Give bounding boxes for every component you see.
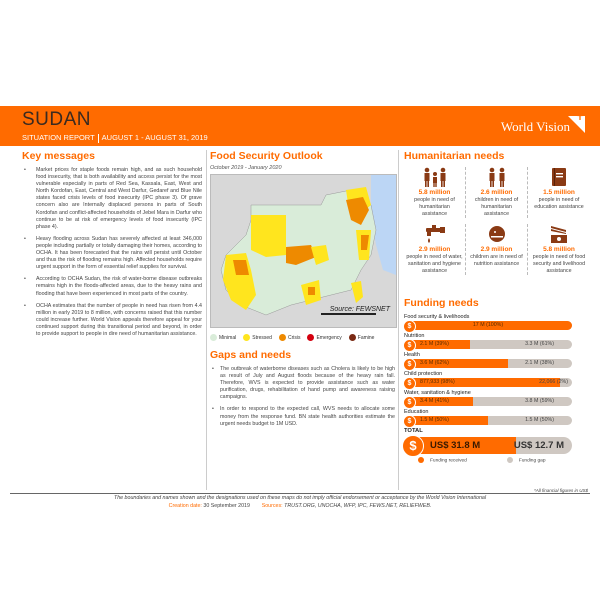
humanitarian-needs-section <box>404 150 590 275</box>
need-value: 2.6 million <box>480 189 513 196</box>
funding-gap-value: 2.1 M (38%) <box>525 360 554 366</box>
funding-row-health <box>404 352 590 368</box>
funding-bar <box>404 416 572 425</box>
column-divider <box>398 150 399 490</box>
need-value: 1.5 million <box>543 189 575 196</box>
humanitarian-needs-title: Humanitarian needs <box>404 150 505 162</box>
country-title: SUDAN <box>22 109 92 130</box>
funding-bar <box>404 321 572 330</box>
gaps-needs-section <box>210 349 395 433</box>
need-value: 5.8 million <box>418 189 451 196</box>
funding-bar <box>404 378 572 387</box>
sources-list: TRUST.ORG, UNOCHA, WFP, IPC, FEWS.NET, RELIEFWEB. <box>284 502 432 509</box>
need-desc: people in need of food security and livelihood assistance <box>532 254 586 274</box>
dollar-coin-icon: $ <box>403 358 416 371</box>
key-message-item: • OCHA estimates that the number of people in need has risen from 4.4 million in early 2019 to 8 million, with concerns raised that this number could increase further. World Vision appeals therefore appeal for your continued support during this transitional period and beyond, in order to provide support to people in dire need of humanitarian assistance. <box>22 303 202 338</box>
legend-label: Stressed <box>252 334 272 341</box>
funding-total-label: TOTAL <box>404 428 423 434</box>
received-swatch-icon <box>418 457 424 463</box>
funding-needs-section <box>404 297 590 463</box>
footer-rule <box>10 493 590 494</box>
report-subtitle <box>22 133 208 143</box>
footer-meta <box>0 503 600 511</box>
brand-name: World Vision <box>500 119 570 134</box>
legend-received <box>418 457 467 463</box>
legend-label: Funding gap <box>518 458 546 464</box>
creation-date: 30 September 2019 <box>203 502 250 509</box>
need-stat <box>466 167 528 218</box>
need-desc: children in need of humanitarian assistance <box>474 197 519 217</box>
key-messages-title: Key messages <box>22 150 95 162</box>
need-stat <box>528 224 590 275</box>
legend-item-minimal <box>210 334 236 341</box>
funding-bar <box>404 397 572 406</box>
minimal-swatch-icon <box>210 334 217 341</box>
stressed-swatch-icon <box>243 334 250 341</box>
child-nutrition-icon <box>468 224 525 244</box>
funding-row-label: Child protection <box>404 371 443 377</box>
disclaimer: The boundaries and names shown and the designations used on these maps do not imply official endorsement or acceptance by the World Vision International <box>113 495 487 501</box>
funding-received-value: 877,933 (98%) <box>420 379 455 385</box>
food-security-section <box>210 150 395 341</box>
currency-note: *All financial figures in US$ <box>533 488 588 493</box>
funding-bar <box>404 359 572 368</box>
funding-row-label: Food security & livelihoods <box>404 314 470 320</box>
funding-needs-title: Funding needs <box>404 297 479 309</box>
gap-item: • In order to respond to the expected call, WVS needs to allocate some money from the response fund. BN state health authorities estimate the urgent needs budget to 1M USD. <box>210 406 395 427</box>
legend-label: Funding received <box>430 458 467 464</box>
need-desc: people in need of education assistance <box>534 197 584 210</box>
need-value: 2.9 million <box>480 246 513 253</box>
dollar-coin-icon: $ <box>403 339 416 352</box>
key-message-item: • According to OCHA Sudan, the risk of water-borne disease outbreaks remains high in the floods-affected areas, due to the heavy rains and flooding that have been experienced in most parts of the country. <box>22 276 202 297</box>
dollar-coin-icon: $ <box>403 320 416 333</box>
gaps-needs-title: Gaps and needs <box>210 349 292 361</box>
water-tap-icon <box>406 224 463 244</box>
sudan-ipc-map <box>211 175 396 327</box>
need-value: 2.9 million <box>418 246 451 253</box>
dollar-coin-icon: $ <box>402 435 424 457</box>
need-stat <box>528 167 590 218</box>
key-messages-section <box>22 150 202 343</box>
gap-swatch-icon <box>507 457 513 463</box>
report-period: AUGUST 1 - AUGUST 31, 2019 <box>101 133 208 142</box>
funding-received-value: 2.1 M (39%) <box>420 341 449 347</box>
need-stat <box>404 224 466 275</box>
column-divider <box>206 150 207 490</box>
food-security-period: October 2019 - January 2020 <box>210 165 282 171</box>
legend-label: Crisis <box>287 334 301 341</box>
creation-label: Creation date: <box>168 502 202 509</box>
legend-item-emergency <box>307 334 341 341</box>
funding-received-value: 17 M (100%) <box>472 322 504 328</box>
legend-label: Emergency <box>316 334 342 341</box>
header-banner <box>0 106 600 146</box>
funding-row-label: Nutrition <box>404 333 425 339</box>
legend-item-famine <box>349 334 375 341</box>
ipc-legend <box>210 334 395 341</box>
food-security-map <box>210 174 397 328</box>
funding-row-food-security <box>404 314 590 330</box>
legend-label: Famine <box>357 334 375 341</box>
dollar-coin-icon: $ <box>403 396 416 409</box>
crisis-swatch-icon <box>279 334 286 341</box>
children-icon <box>468 167 525 187</box>
key-message-item: • Heavy flooding across Sudan has severely affected at least 346,000 people including partially or totally damaging their homes, according to OCHA. It has been forecasted that the rains will persist until October and thus the risk of flooding remains high. Affected households require urgent support in the form of essential relief supplies for survival. <box>22 236 202 271</box>
food-cash-icon <box>530 224 588 244</box>
legend-label: Minimal <box>219 334 237 341</box>
footer <box>0 495 600 510</box>
family-icon <box>406 167 463 187</box>
funding-gap-value: 22,066 (2%) <box>539 379 568 385</box>
dollar-coin-icon: $ <box>403 377 416 390</box>
funding-received-value: 3.6 M (62%) <box>420 360 449 366</box>
need-desc: children are in need of nutrition assistance <box>470 254 523 267</box>
key-message-item: • Market prices for staple foods remain high, and as such household food insecurity, that is both availability and access persist for the most vulnerable especially in parts of Red Sea, Kassala, East, West and North Kordofan, East, Central and West Darfur, Gedaref and Blue Nile states faced crisis levels of food insecurity (IPC phase 3). Of grave concern also are Internally displaced persons in parts of South Kordofan and conflict-affected households of Jebel Mara in Darfur who continue to be at risk of emergency levels of food insecurity (IPC phase 4). <box>22 167 202 231</box>
legend-gap <box>507 457 546 463</box>
funding-row-label: Health <box>404 352 420 358</box>
need-stat <box>404 167 466 218</box>
dollar-coin-icon: $ <box>403 415 416 428</box>
need-desc: people in need of water, sanitation and hygiene assistance <box>406 254 463 274</box>
need-value: 5.8 million <box>543 246 575 253</box>
map-source: Source: FEWSNET <box>329 306 390 313</box>
funding-total-bar <box>404 437 572 454</box>
funding-legend <box>418 457 590 463</box>
food-security-title: Food Security Outlook <box>210 150 323 162</box>
funding-total-received: US$ 31.8 M <box>430 440 481 451</box>
funding-total-gap: US$ 12.7 M <box>513 440 564 451</box>
funding-received-value: 1.5 M (50%) <box>420 417 449 423</box>
legend-item-stressed <box>243 334 272 341</box>
world-vision-logo-icon <box>568 113 586 135</box>
funding-gap-value: 1.5 M (50%) <box>525 417 554 423</box>
famine-swatch-icon <box>349 334 356 341</box>
divider <box>98 134 99 143</box>
funding-row-label: Education <box>404 409 429 415</box>
gap-item: • The outbreak of waterborne diseases such as Cholera is likely to be high as result of July and August floods because of the heavy rain fall. Therefore, WVS is expected to provide assistance such as water purification, drugs, rehabilitation of hand pump and awareness raising campaigns. <box>210 366 395 401</box>
funding-row-wash <box>404 390 590 406</box>
funding-gap-value: 3.3 M (61%) <box>525 341 554 347</box>
book-icon <box>530 167 588 187</box>
funding-gap-value: 3.8 M (59%) <box>525 398 554 404</box>
need-desc: people in need of humanitarian assistance <box>414 197 455 217</box>
report-type: SITUATION REPORT <box>22 133 95 142</box>
funding-row-label: Water, sanitation & hygiene <box>404 390 471 396</box>
funding-row-child-protection <box>404 371 590 387</box>
need-stat <box>466 224 528 275</box>
funding-row-education <box>404 409 590 425</box>
legend-item-crisis <box>279 334 301 341</box>
funding-received-value: 3.4 M (41%) <box>420 398 449 404</box>
funding-row-nutrition <box>404 333 590 349</box>
sources-label: Sources: <box>261 502 283 509</box>
emergency-swatch-icon <box>307 334 314 341</box>
funding-bar <box>404 340 572 349</box>
